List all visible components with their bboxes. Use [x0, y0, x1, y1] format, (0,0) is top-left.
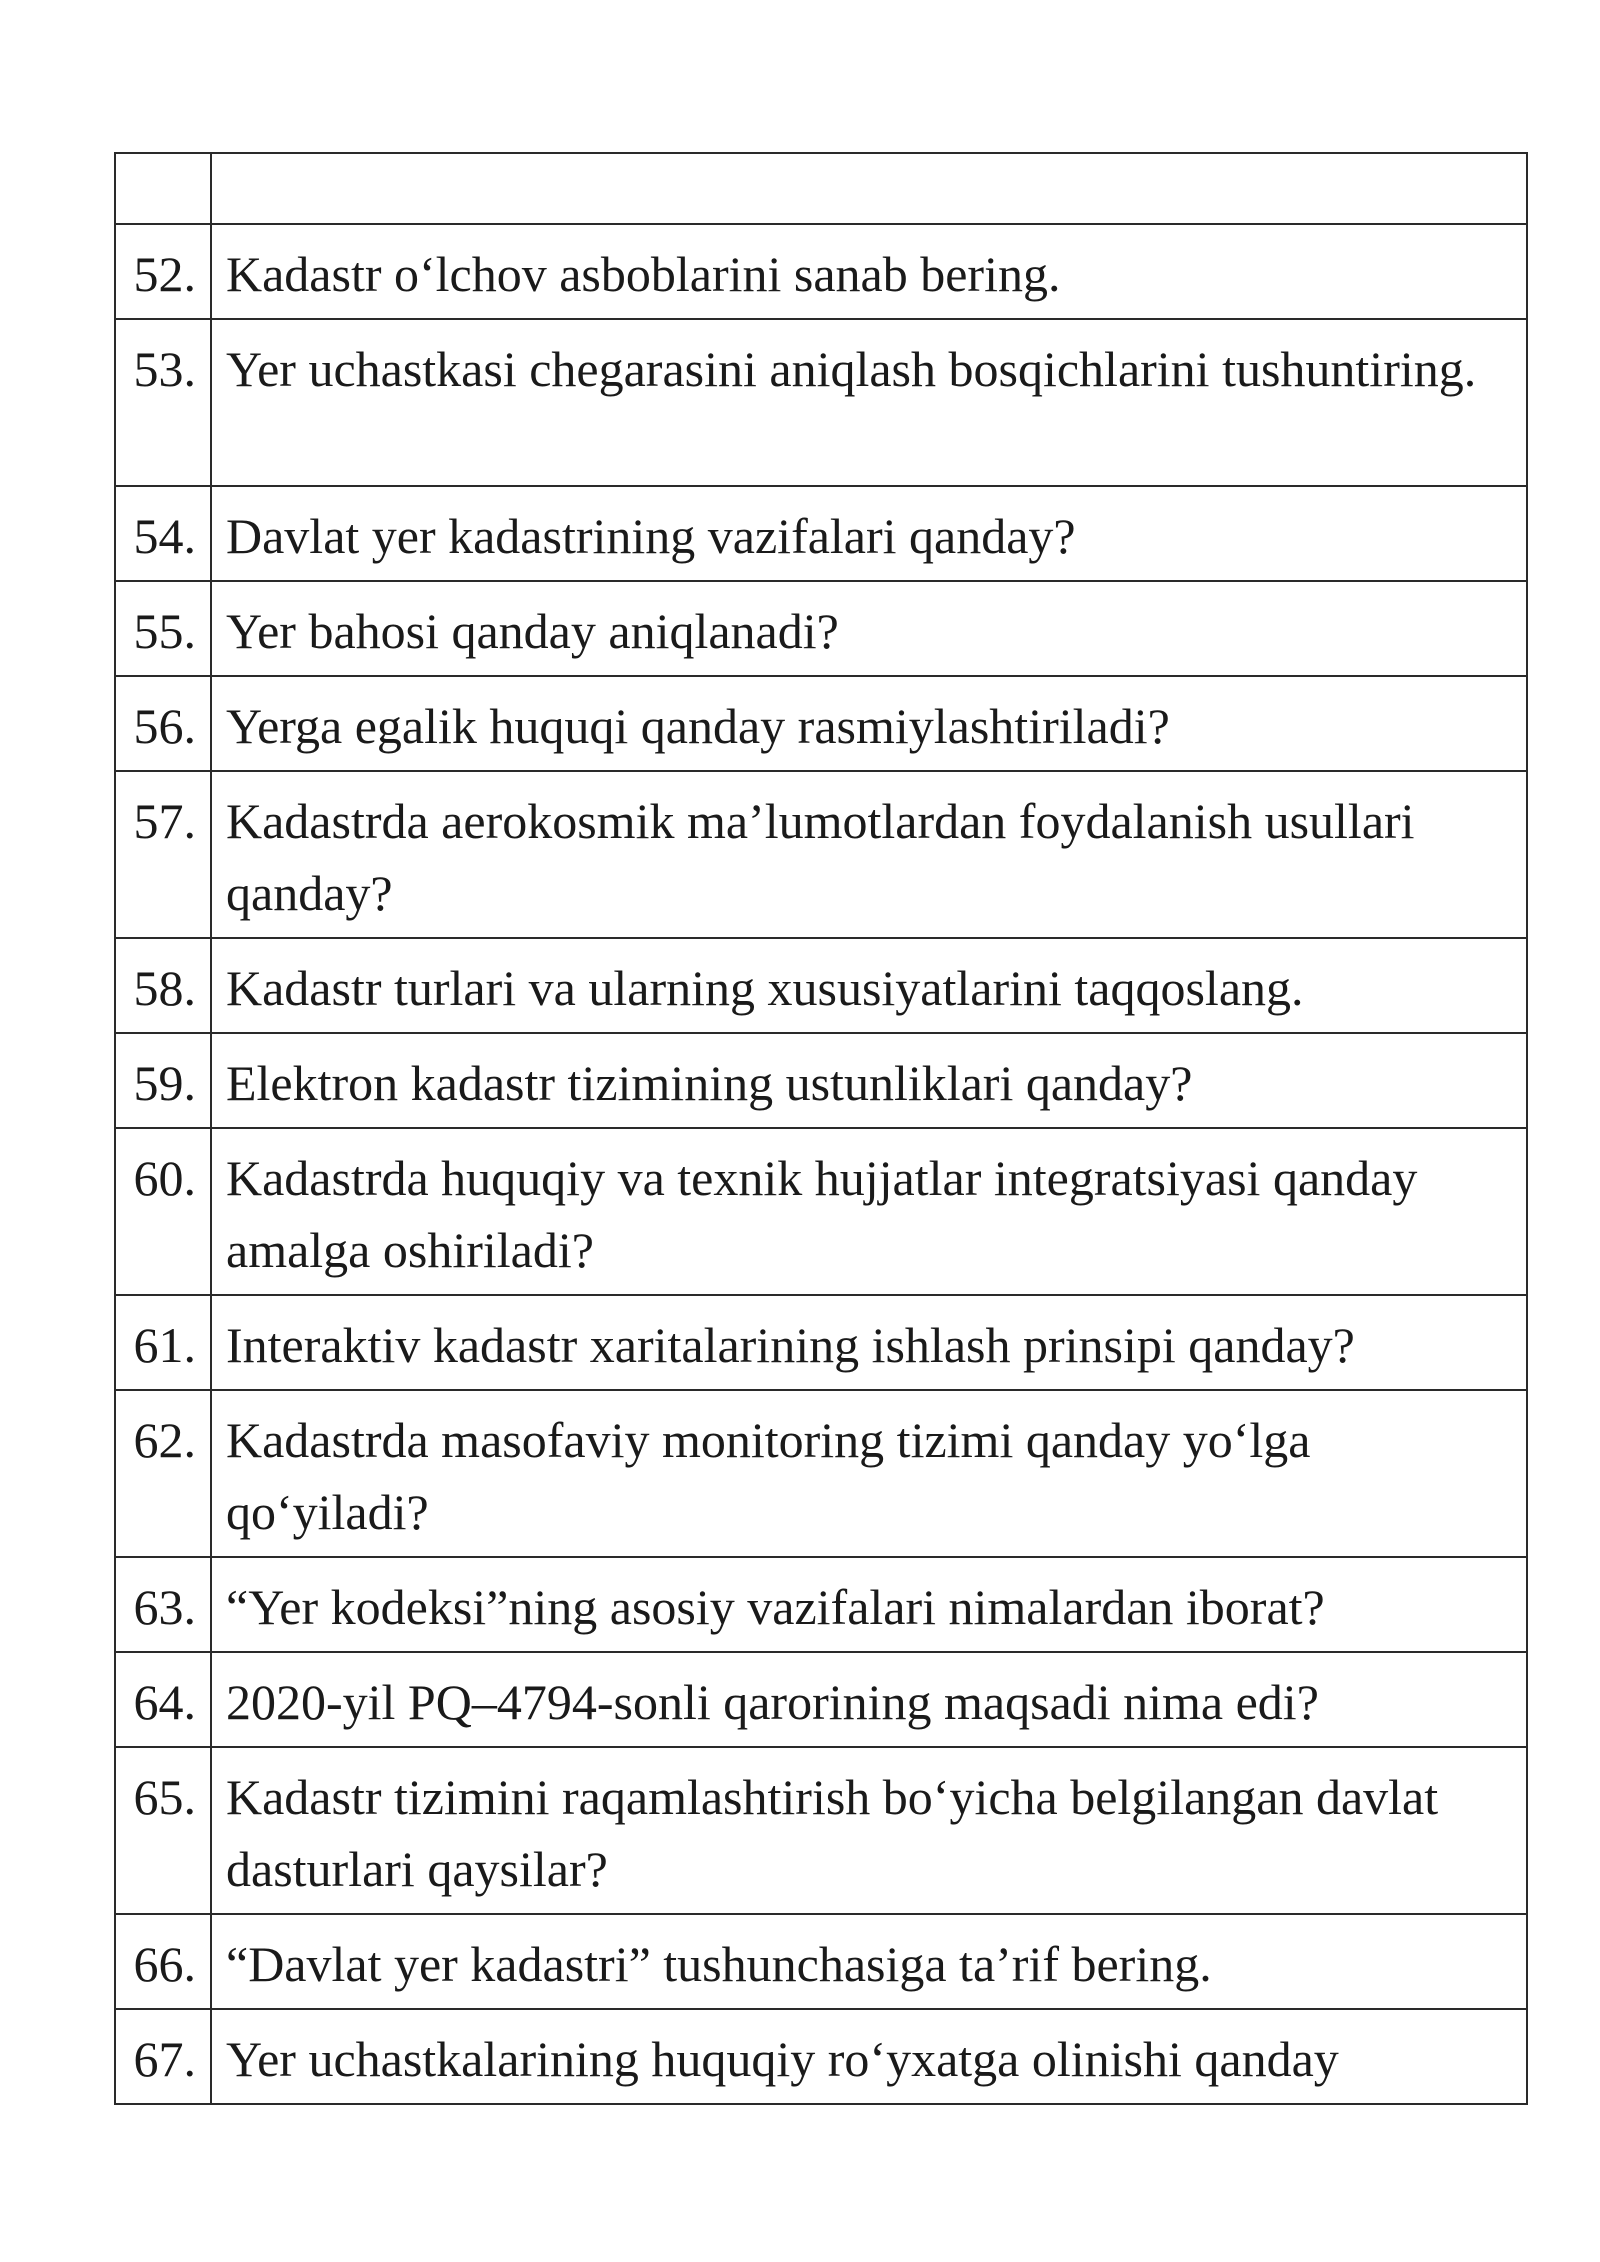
- question-text: Kadastr o‘lchov asboblarini sanab bering.: [211, 224, 1527, 319]
- questions-table: [114, 152, 1528, 2105]
- question-number: 62.: [115, 1390, 211, 1557]
- table-row: [115, 1914, 1527, 2009]
- question-text: 2020-yil PQ–4794-sonli qarorining maqsadi nima edi?: [211, 1652, 1527, 1747]
- question-number: 55.: [115, 581, 211, 676]
- question-number: 58.: [115, 938, 211, 1033]
- question-text: Davlat yer kadastrining vazifalari qanday?: [211, 486, 1527, 581]
- table-row: [115, 581, 1527, 676]
- question-text: “Davlat yer kadastri” tushunchasiga ta’rif bering.: [211, 1914, 1527, 2009]
- question-text: Elektron kadastr tizimining ustunliklari qanday?: [211, 1033, 1527, 1128]
- question-number: 59.: [115, 1033, 211, 1128]
- question-text: Interaktiv kadastr xaritalarining ishlash prinsipi qanday?: [211, 1295, 1527, 1390]
- table-row: [115, 224, 1527, 319]
- empty-number-cell: [115, 153, 211, 224]
- table-header-row: [115, 153, 1527, 224]
- question-number: 56.: [115, 676, 211, 771]
- table-row: [115, 2009, 1527, 2104]
- question-text: Yer bahosi qanday aniqlanadi?: [211, 581, 1527, 676]
- table-row: [115, 319, 1527, 486]
- table-row: [115, 676, 1527, 771]
- question-number: 60.: [115, 1128, 211, 1295]
- table-row: [115, 938, 1527, 1033]
- table-row: [115, 1652, 1527, 1747]
- table-row: [115, 1295, 1527, 1390]
- question-text: Kadastr turlari va ularning xususiyatlarini taqqoslang.: [211, 938, 1527, 1033]
- question-number: 66.: [115, 1914, 211, 2009]
- questions-table-body: [115, 153, 1527, 2104]
- question-number: 61.: [115, 1295, 211, 1390]
- question-number: 52.: [115, 224, 211, 319]
- question-text: Kadastr tizimini raqamlashtirish bo‘yicha belgilangan davlat dasturlari qaysilar?: [211, 1747, 1527, 1914]
- table-row: [115, 771, 1527, 938]
- question-text: Kadastrda masofaviy monitoring tizimi qanday yo‘lga qo‘yiladi?: [211, 1390, 1527, 1557]
- question-number: 53.: [115, 319, 211, 486]
- table-row: [115, 1128, 1527, 1295]
- question-number: 64.: [115, 1652, 211, 1747]
- table-row: [115, 1747, 1527, 1914]
- question-number: 65.: [115, 1747, 211, 1914]
- table-row: [115, 1033, 1527, 1128]
- question-number: 67.: [115, 2009, 211, 2104]
- question-number: 63.: [115, 1557, 211, 1652]
- question-text: Yer uchastkalarining huquqiy ro‘yxatga olinishi qanday: [211, 2009, 1527, 2104]
- question-number: 54.: [115, 486, 211, 581]
- table-row: [115, 1557, 1527, 1652]
- question-text: Yerga egalik huquqi qanday rasmiylashtiriladi?: [211, 676, 1527, 771]
- question-text: Kadastrda huquqiy va texnik hujjatlar integratsiyasi qanday amalga oshiriladi?: [211, 1128, 1527, 1295]
- question-text: Yer uchastkasi chegarasini aniqlash bosqichlarini tushuntiring.: [211, 319, 1527, 486]
- question-number: 57.: [115, 771, 211, 938]
- empty-text-cell: [211, 153, 1527, 224]
- table-row: [115, 486, 1527, 581]
- question-text: Kadastrda aerokosmik ma’lumotlardan foydalanish usullari qanday?: [211, 771, 1527, 938]
- table-row: [115, 1390, 1527, 1557]
- question-text: “Yer kodeksi”ning asosiy vazifalari nimalardan iborat?: [211, 1557, 1527, 1652]
